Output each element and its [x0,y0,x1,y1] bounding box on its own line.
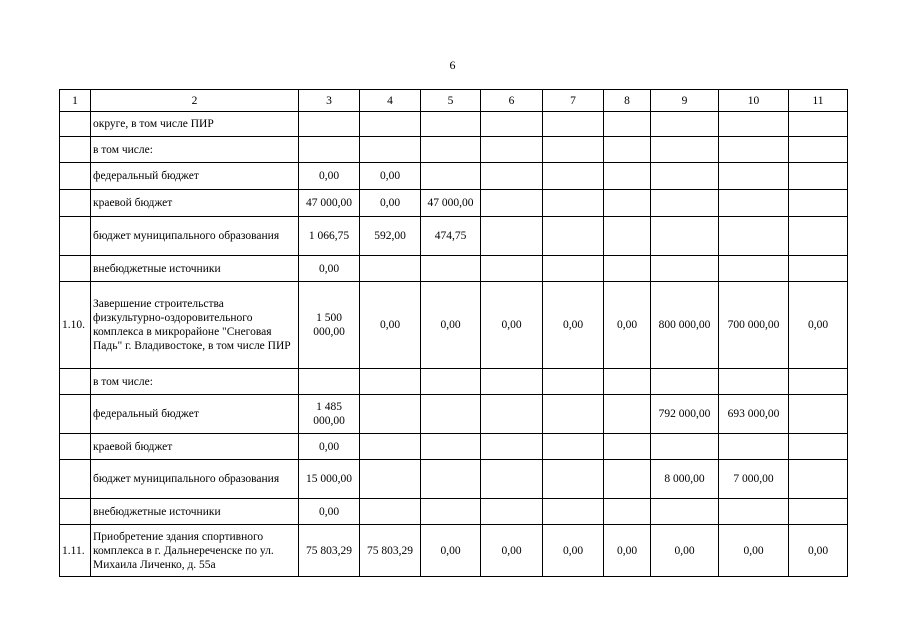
table-cell [481,395,543,434]
column-header: 5 [421,90,481,112]
table-cell [421,112,481,137]
table-cell: 7 000,00 [719,460,789,499]
table-cell: 0,00 [789,525,848,577]
table-cell: Завершение строительства физкультурно-оздоровительного комплекса в микрорайоне "Снеговая Падь" г. Владивостоке, в том числе ПИР [91,282,299,369]
table-cell [481,434,543,460]
table-cell [604,137,651,163]
table-row [60,369,848,395]
column-header: 9 [651,90,719,112]
column-header: 10 [719,90,789,112]
table-cell [651,256,719,282]
table-cell [481,112,543,137]
table-cell [604,499,651,525]
table-cell [60,369,91,395]
table-cell [789,112,848,137]
table-cell [651,190,719,217]
column-header: 1 [60,90,91,112]
table-cell [481,163,543,190]
table-cell [719,217,789,256]
table-cell [421,460,481,499]
table-cell: 800 000,00 [651,282,719,369]
table-cell: федеральный бюджет [91,395,299,434]
table-cell: 0,00 [604,282,651,369]
table-header-row [60,90,848,112]
table-cell [481,137,543,163]
table-cell: 592,00 [360,217,421,256]
column-header: 11 [789,90,848,112]
table-cell [360,499,421,525]
table-cell: 75 803,29 [299,525,360,577]
table-cell [60,499,91,525]
table-cell [789,190,848,217]
table-cell [543,460,604,499]
table-cell [481,369,543,395]
table-cell [789,163,848,190]
row-number: 1.11. [60,525,91,577]
table-cell [421,163,481,190]
table-cell [651,217,719,256]
table-cell: 0,00 [299,499,360,525]
table-cell [481,256,543,282]
table-cell [604,395,651,434]
table-cell: 0,00 [543,282,604,369]
table-cell [719,137,789,163]
page-number: 6 [449,58,456,72]
table-cell [789,460,848,499]
table-cell [543,217,604,256]
table-row [60,499,848,525]
table-cell: 0,00 [604,525,651,577]
table-row [60,256,848,282]
column-header: 4 [360,90,421,112]
table-cell [360,256,421,282]
table-cell: 47 000,00 [299,190,360,217]
table-cell [543,434,604,460]
budget-table [59,89,848,577]
table-cell [604,217,651,256]
table-row [60,434,848,460]
table-row [60,137,848,163]
table-cell [543,256,604,282]
table-cell: 0,00 [299,163,360,190]
table-cell: бюджет муниципального образования [91,460,299,499]
table-cell: 0,00 [421,525,481,577]
table-cell [543,137,604,163]
table-cell [543,163,604,190]
table-cell [789,369,848,395]
column-header: 2 [91,90,299,112]
table-cell: Приобретение здания спортивного комплекса в г. Дальнереченске по ул. Михаила Личенко, д. 55а [91,525,299,577]
table-cell [60,190,91,217]
table-cell [604,460,651,499]
table-cell [60,256,91,282]
table-cell: внебюджетные источники [91,499,299,525]
table-cell: 693 000,00 [719,395,789,434]
column-header: 7 [543,90,604,112]
table-cell [421,395,481,434]
table-cell: 0,00 [543,525,604,577]
table-row [60,112,848,137]
table-cell: 0,00 [481,282,543,369]
table-cell [651,369,719,395]
table-cell [481,499,543,525]
table-cell [360,395,421,434]
table-cell [651,112,719,137]
table-cell: в том числе: [91,369,299,395]
table-cell [719,163,789,190]
table-row [60,525,848,577]
table-cell: 474,75 [421,217,481,256]
table-cell: 0,00 [789,282,848,369]
table-row [60,190,848,217]
table-cell [719,499,789,525]
table-row [60,460,848,499]
table-cell [60,217,91,256]
table-cell [60,112,91,137]
column-header: 3 [299,90,360,112]
table-cell: 700 000,00 [719,282,789,369]
table-cell [421,499,481,525]
table-cell [789,434,848,460]
table-cell [481,190,543,217]
row-number: 1.10. [60,282,91,369]
table-cell: 1 066,75 [299,217,360,256]
table-cell [421,256,481,282]
column-header: 8 [604,90,651,112]
table-cell [360,369,421,395]
table-cell [651,163,719,190]
table-cell: 0,00 [360,282,421,369]
table-cell: краевой бюджет [91,434,299,460]
table-cell [543,395,604,434]
table-cell [543,190,604,217]
table-cell: 8 000,00 [651,460,719,499]
table-cell [604,256,651,282]
table-cell [60,163,91,190]
table-cell [719,434,789,460]
table-cell [789,217,848,256]
table-cell: 0,00 [481,525,543,577]
table-cell [360,460,421,499]
table-cell [60,137,91,163]
table-cell: 47 000,00 [421,190,481,217]
table-cell [60,395,91,434]
table-cell [719,369,789,395]
table-cell: 0,00 [651,525,719,577]
table-cell [360,112,421,137]
table-cell [299,112,360,137]
table-cell [481,460,543,499]
table-cell [789,395,848,434]
table-cell: 0,00 [719,525,789,577]
table-cell: 792 000,00 [651,395,719,434]
table-cell [421,434,481,460]
table-cell [651,434,719,460]
table-cell [604,163,651,190]
table-cell: 0,00 [421,282,481,369]
table-cell [421,369,481,395]
table-cell: 0,00 [360,163,421,190]
table-cell [604,369,651,395]
table-cell: 1 485 000,00 [299,395,360,434]
table-cell [604,434,651,460]
table-cell [360,434,421,460]
table-cell [543,112,604,137]
table-row [60,282,848,369]
table-cell [543,499,604,525]
table-cell [299,137,360,163]
table-cell [719,112,789,137]
table-cell: бюджет муниципального образования [91,217,299,256]
table-row [60,163,848,190]
table-cell [789,256,848,282]
table-cell [719,256,789,282]
table-cell: федеральный бюджет [91,163,299,190]
table-cell [604,112,651,137]
column-header: 6 [481,90,543,112]
table-cell: округе, в том числе ПИР [91,112,299,137]
table-cell [60,434,91,460]
table-cell [651,137,719,163]
table-cell: в том числе: [91,137,299,163]
table-cell [60,460,91,499]
table-cell: 0,00 [299,256,360,282]
table-cell: 1 500 000,00 [299,282,360,369]
table-cell [651,499,719,525]
table-cell [481,217,543,256]
table-cell: 0,00 [360,190,421,217]
table-cell [719,190,789,217]
table-cell: краевой бюджет [91,190,299,217]
table-cell: 15 000,00 [299,460,360,499]
table-cell [789,137,848,163]
table-cell [604,190,651,217]
table-cell: внебюджетные источники [91,256,299,282]
table-row [60,395,848,434]
table-cell [360,137,421,163]
table-cell: 0,00 [299,434,360,460]
table-row [60,217,848,256]
table-cell: 75 803,29 [360,525,421,577]
table-cell [789,499,848,525]
table-cell [543,369,604,395]
table-cell [421,137,481,163]
table-cell [299,369,360,395]
